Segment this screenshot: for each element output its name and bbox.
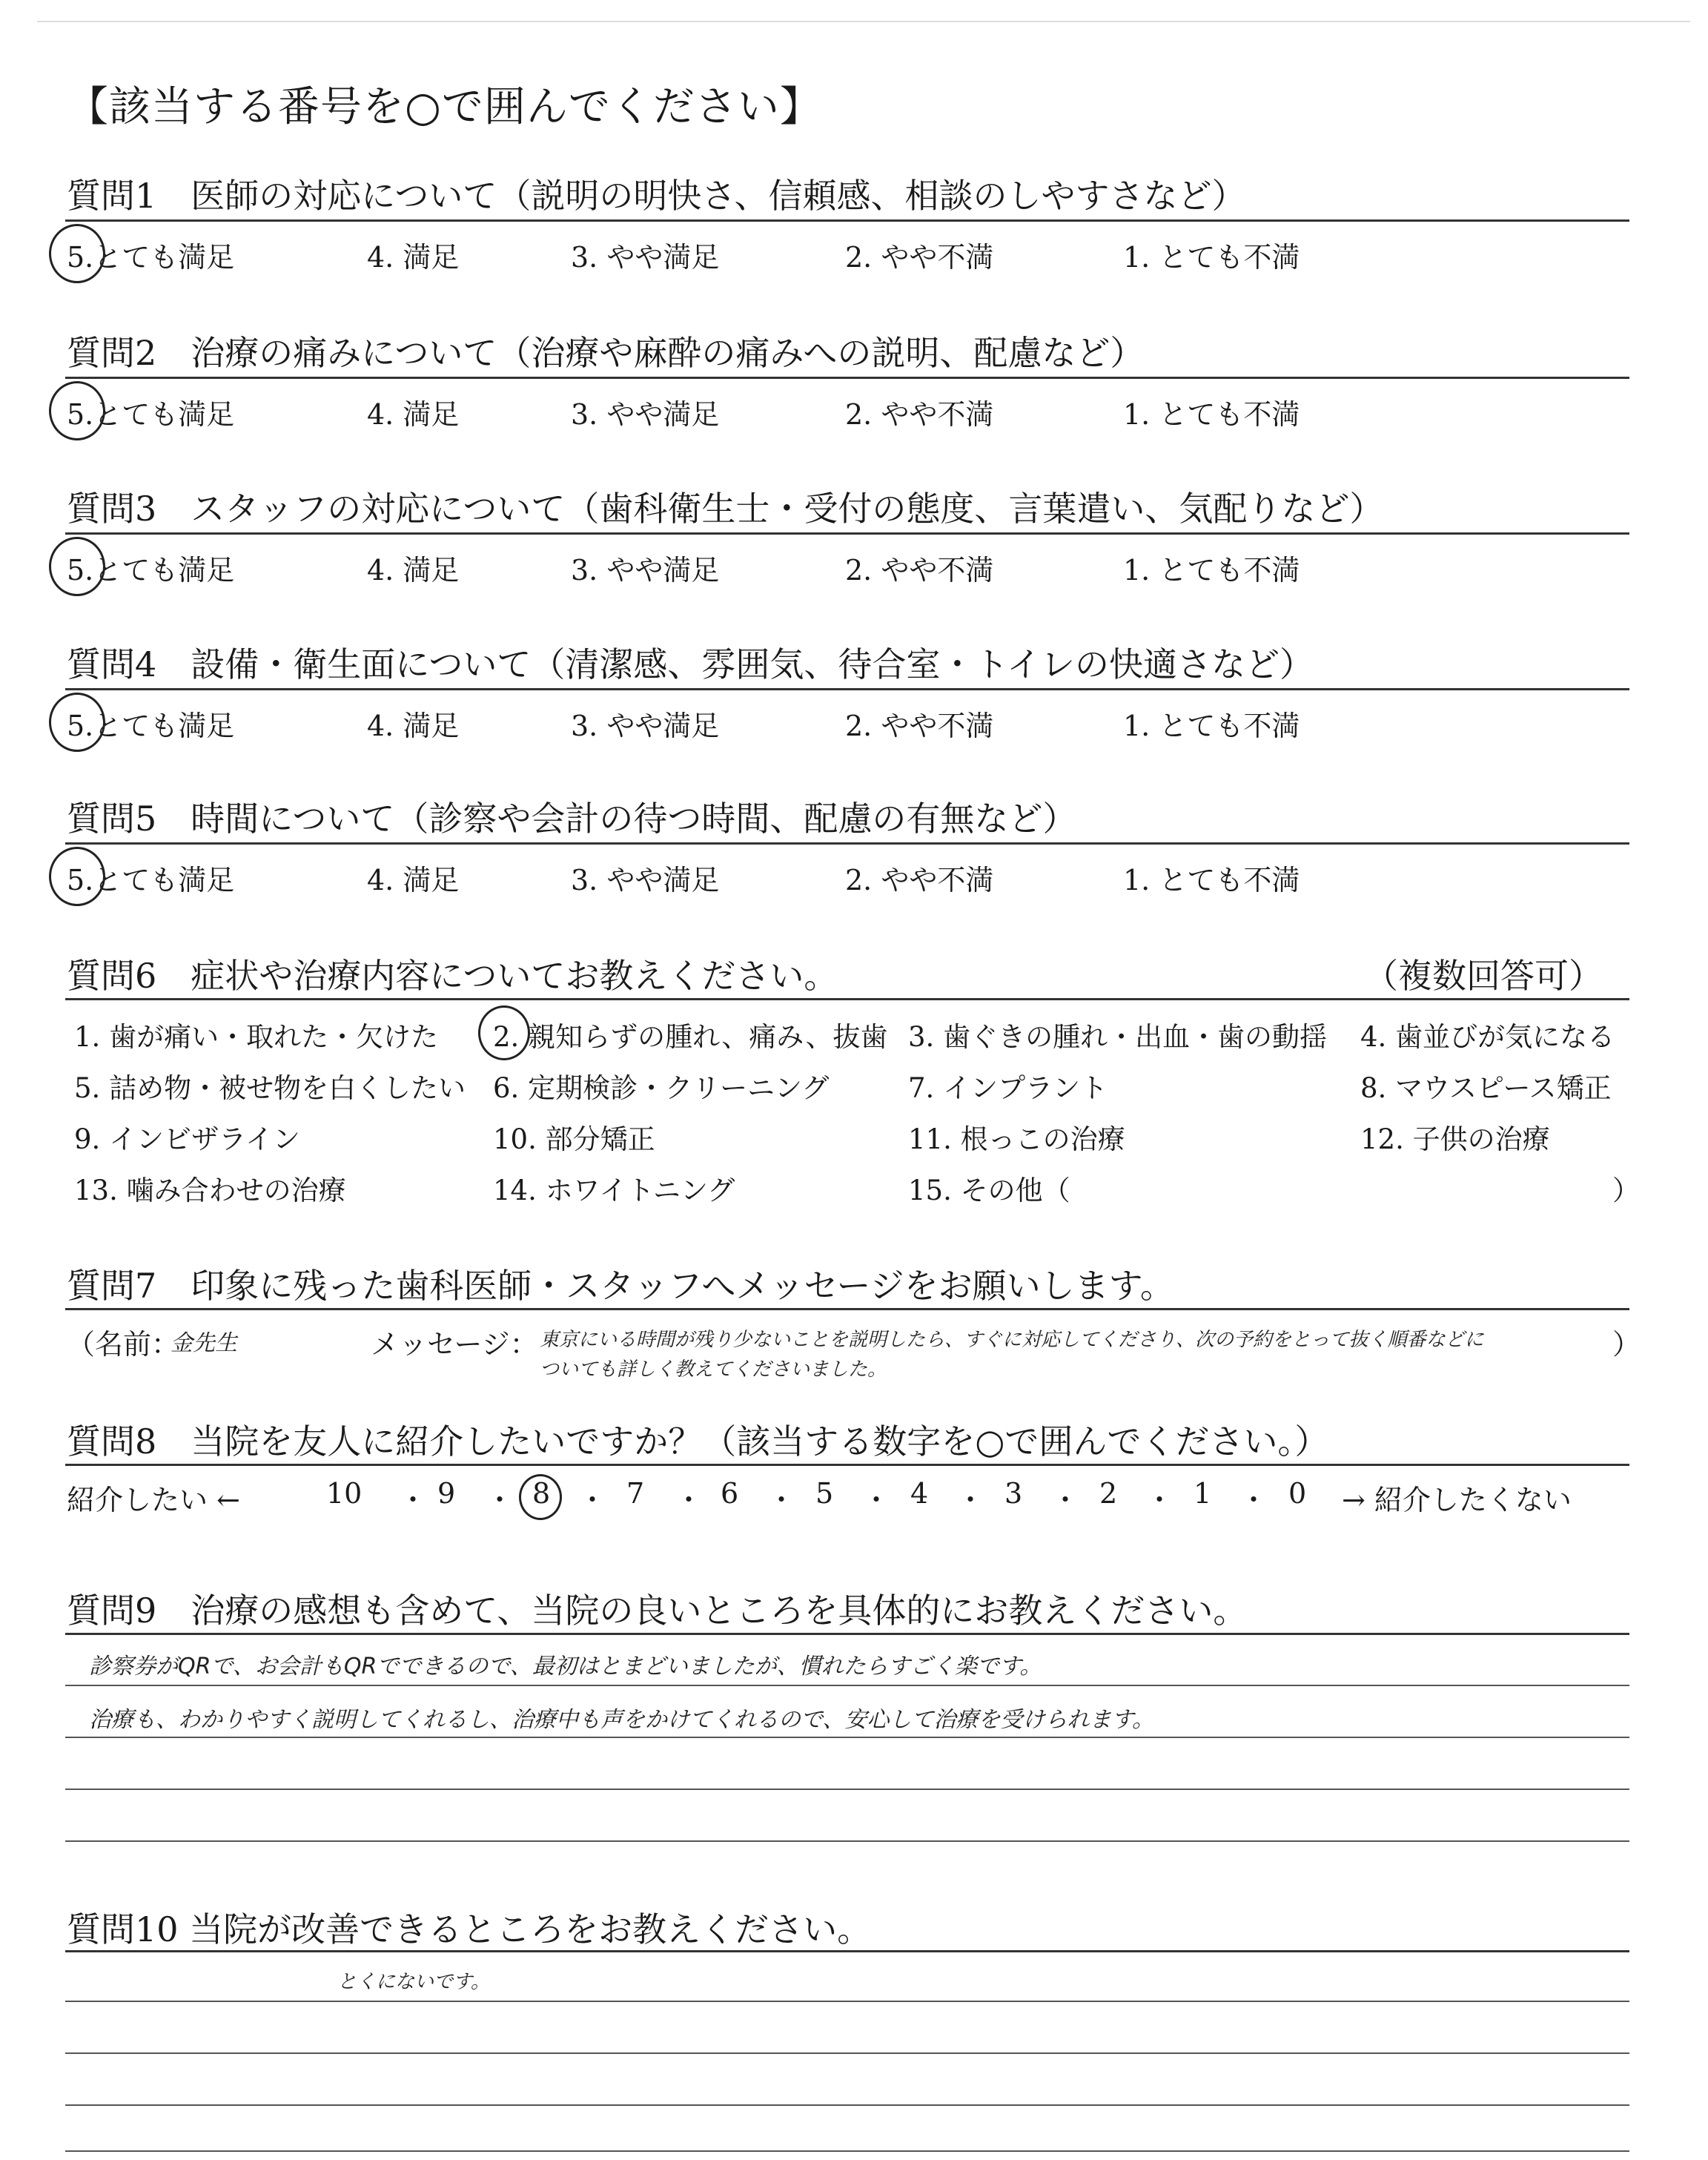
q1-option-2[interactable]: 2. やや不満 xyxy=(845,241,994,274)
question-3-label: 質問3 スタッフの対応について（歯科衛生士・受付の態度、言葉遣い、気配りなど） xyxy=(67,489,1384,529)
q3-option-5[interactable]: 5.とても満足 xyxy=(67,554,235,587)
q6-other-close: ） xyxy=(1612,1175,1640,1206)
answer-line xyxy=(65,1737,1629,1738)
q8-scale-10[interactable]: 10 xyxy=(326,1477,363,1510)
q5-option-2[interactable]: 2. やや不満 xyxy=(845,864,994,896)
q6-option-11[interactable]: 11. 根っこの治療 xyxy=(908,1123,1125,1155)
q2-option-5[interactable]: 5.とても満足 xyxy=(67,398,235,431)
q7-name-label: （名前： xyxy=(67,1328,180,1361)
q4-option-5[interactable]: 5.とても満足 xyxy=(67,710,235,742)
divider xyxy=(65,688,1629,690)
q7-message-line-2[interactable]: ついても詳しく教えてくださいました。 xyxy=(540,1358,887,1381)
q8-sep: ・ xyxy=(578,1484,607,1516)
q4-option-1[interactable]: 1. とても不満 xyxy=(1123,710,1300,742)
q1-option-1[interactable]: 1. とても不満 xyxy=(1123,241,1300,274)
q8-sep: ・ xyxy=(399,1484,428,1516)
answer-line xyxy=(65,2001,1629,2002)
question-1-label: 質問1 医師の対応について（説明の明快さ、信頼感、相談のしやすさなど） xyxy=(67,176,1246,216)
q3-option-3[interactable]: 3. やや満足 xyxy=(571,554,720,587)
q6-option-2[interactable]: 2. 親知らずの腫れ、痛み、抜歯 xyxy=(493,1021,888,1053)
divider xyxy=(65,1464,1629,1466)
answer-line xyxy=(65,2150,1629,2152)
q6-option-15[interactable]: 15. その他（ xyxy=(908,1175,1070,1206)
answer-line xyxy=(65,2052,1629,2054)
selection-circle xyxy=(519,1474,562,1520)
q7-message-label: メッセージ： xyxy=(371,1328,538,1361)
selection-circle xyxy=(478,1005,530,1060)
question-7-label: 質問7 印象に残った歯科医師・スタッフへメッセージをお願いします。 xyxy=(67,1266,1174,1306)
question-6-label: 質問6 症状や治療内容についてお教えください。 xyxy=(67,956,838,996)
q8-sep: ・ xyxy=(956,1484,985,1516)
top-edge-line xyxy=(37,21,1690,22)
q8-scale-1[interactable]: 1 xyxy=(1194,1477,1212,1510)
divider xyxy=(65,1950,1629,1952)
q2-option-2[interactable]: 2. やや不満 xyxy=(845,398,994,431)
q9-answer-line-1[interactable]: 診察券がQRで、お会計もQRでできるので、最初はとまどいましたが、慣れたらすごく楽です。 xyxy=(89,1654,1042,1680)
answer-line xyxy=(65,1685,1629,1686)
divider xyxy=(65,998,1629,1000)
q6-option-1[interactable]: 1. 歯が痛い・取れた・欠けた xyxy=(74,1021,439,1053)
answer-line xyxy=(65,1789,1629,1790)
q6-option-8[interactable]: 8. マウスピース矯正 xyxy=(1360,1072,1612,1104)
divider xyxy=(65,1633,1629,1635)
q8-sep: ・ xyxy=(675,1484,704,1516)
q4-option-3[interactable]: 3. やや満足 xyxy=(571,710,720,742)
q8-right-label: → 紹介したくない xyxy=(1342,1484,1572,1516)
q8-scale-7[interactable]: 7 xyxy=(626,1477,645,1510)
q1-option-3[interactable]: 3. やや満足 xyxy=(571,241,720,274)
selection-circle xyxy=(49,381,105,440)
q8-sep: ・ xyxy=(1051,1484,1080,1516)
page-title: 【該当する番号を○で囲んでください】 xyxy=(67,83,822,131)
q4-option-2[interactable]: 2. やや不満 xyxy=(845,710,994,742)
q6-option-6[interactable]: 6. 定期検診・クリーニング xyxy=(493,1072,830,1104)
question-8-label: 質問8 当院を友人に紹介したいですか？（該当する数字を○で囲んでください。） xyxy=(67,1421,1329,1462)
q8-sep: ・ xyxy=(862,1484,891,1516)
q8-scale-6[interactable]: 6 xyxy=(721,1477,739,1510)
divider xyxy=(65,842,1629,845)
q6-multiple-note: （複数回答可） xyxy=(1364,956,1603,996)
q6-option-14[interactable]: 14. ホワイトニング xyxy=(493,1175,735,1206)
q5-option-5[interactable]: 5.とても満足 xyxy=(67,864,235,896)
q8-scale-5[interactable]: 5 xyxy=(815,1477,834,1510)
q1-option-5[interactable]: 5.とても満足 xyxy=(67,241,235,274)
q5-option-3[interactable]: 3. やや満足 xyxy=(571,864,720,896)
q6-option-5[interactable]: 5. 詰め物・被せ物を白くしたい xyxy=(74,1072,466,1104)
q7-message-line-1[interactable]: 東京にいる時間が残り少ないことを説明したら、すぐに対応してくださり、次の予約をとって抜く順番などに xyxy=(540,1329,1484,1351)
divider xyxy=(65,377,1629,379)
q8-scale-4[interactable]: 4 xyxy=(910,1477,929,1510)
q5-option-1[interactable]: 1. とても不満 xyxy=(1123,864,1300,896)
q10-answer[interactable]: とくにないです。 xyxy=(337,1971,490,1993)
q4-option-4[interactable]: 4. 満足 xyxy=(367,710,460,742)
q6-option-13[interactable]: 13. 噛み合わせの治療 xyxy=(74,1175,346,1206)
divider xyxy=(65,1308,1629,1310)
q9-answer-line-2[interactable]: 治療も、わかりやすく説明してくれるし、治療中も声をかけてくれるので、安心して治療を受けられます。 xyxy=(89,1707,1154,1733)
selection-circle xyxy=(49,847,105,906)
q6-option-7[interactable]: 7. インプラント xyxy=(908,1072,1108,1104)
q8-scale-9[interactable]: 9 xyxy=(437,1477,456,1510)
q5-option-4[interactable]: 4. 満足 xyxy=(367,864,460,896)
answer-line xyxy=(65,2104,1629,2106)
q7-close-paren: ） xyxy=(1612,1328,1641,1361)
selection-circle xyxy=(49,537,105,596)
q6-option-3[interactable]: 3. 歯ぐきの腫れ・出血・歯の動揺 xyxy=(908,1021,1328,1053)
q3-option-2[interactable]: 2. やや不満 xyxy=(845,554,994,587)
q8-sep: ・ xyxy=(1145,1484,1174,1516)
q6-option-10[interactable]: 10. 部分矯正 xyxy=(493,1123,655,1155)
answer-line xyxy=(65,1840,1629,1842)
q2-option-1[interactable]: 1. とても不満 xyxy=(1123,398,1300,431)
question-5-label: 質問5 時間について（診察や会計の待つ時間、配慮の有無など） xyxy=(67,799,1077,839)
selection-circle xyxy=(49,693,105,752)
q8-left-label: 紹介したい ← xyxy=(67,1484,240,1516)
question-2-label: 質問2 治療の痛みについて（治療や麻酔の痛みへの説明、配慮など） xyxy=(67,333,1145,373)
q8-scale-2[interactable]: 2 xyxy=(1099,1477,1118,1510)
question-9-label: 質問9 治療の感想も含めて、当院の良いところを具体的にお教えください。 xyxy=(67,1591,1248,1631)
q2-option-3[interactable]: 3. やや満足 xyxy=(571,398,720,431)
q7-name-value[interactable]: 金先生 xyxy=(171,1330,237,1356)
q6-option-12[interactable]: 12. 子供の治療 xyxy=(1360,1123,1550,1155)
divider xyxy=(65,532,1629,535)
q6-option-4[interactable]: 4. 歯並びが気になる xyxy=(1360,1021,1615,1053)
q3-option-1[interactable]: 1. とても不満 xyxy=(1123,554,1300,587)
q3-option-4[interactable]: 4. 満足 xyxy=(367,554,460,587)
q6-option-9[interactable]: 9. インビザライン xyxy=(74,1123,300,1155)
q1-option-4[interactable]: 4. 満足 xyxy=(367,241,460,274)
q8-sep: ・ xyxy=(486,1484,514,1516)
q8-scale-8[interactable]: 8 xyxy=(532,1477,551,1510)
question-4-label: 質問4 設備・衛生面について（清潔感、雰囲気、待合室・トイレの快適さなど） xyxy=(67,644,1314,684)
question-10-label: 質問10 当院が改善できるところをお教えください。 xyxy=(67,1909,872,1949)
q8-sep: ・ xyxy=(1239,1484,1268,1516)
q8-scale-0[interactable]: 0 xyxy=(1288,1477,1307,1510)
divider xyxy=(65,219,1629,222)
q8-sep: ・ xyxy=(767,1484,796,1516)
q8-scale-3[interactable]: 3 xyxy=(1004,1477,1023,1510)
selection-circle xyxy=(49,224,105,283)
q2-option-4[interactable]: 4. 満足 xyxy=(367,398,460,431)
